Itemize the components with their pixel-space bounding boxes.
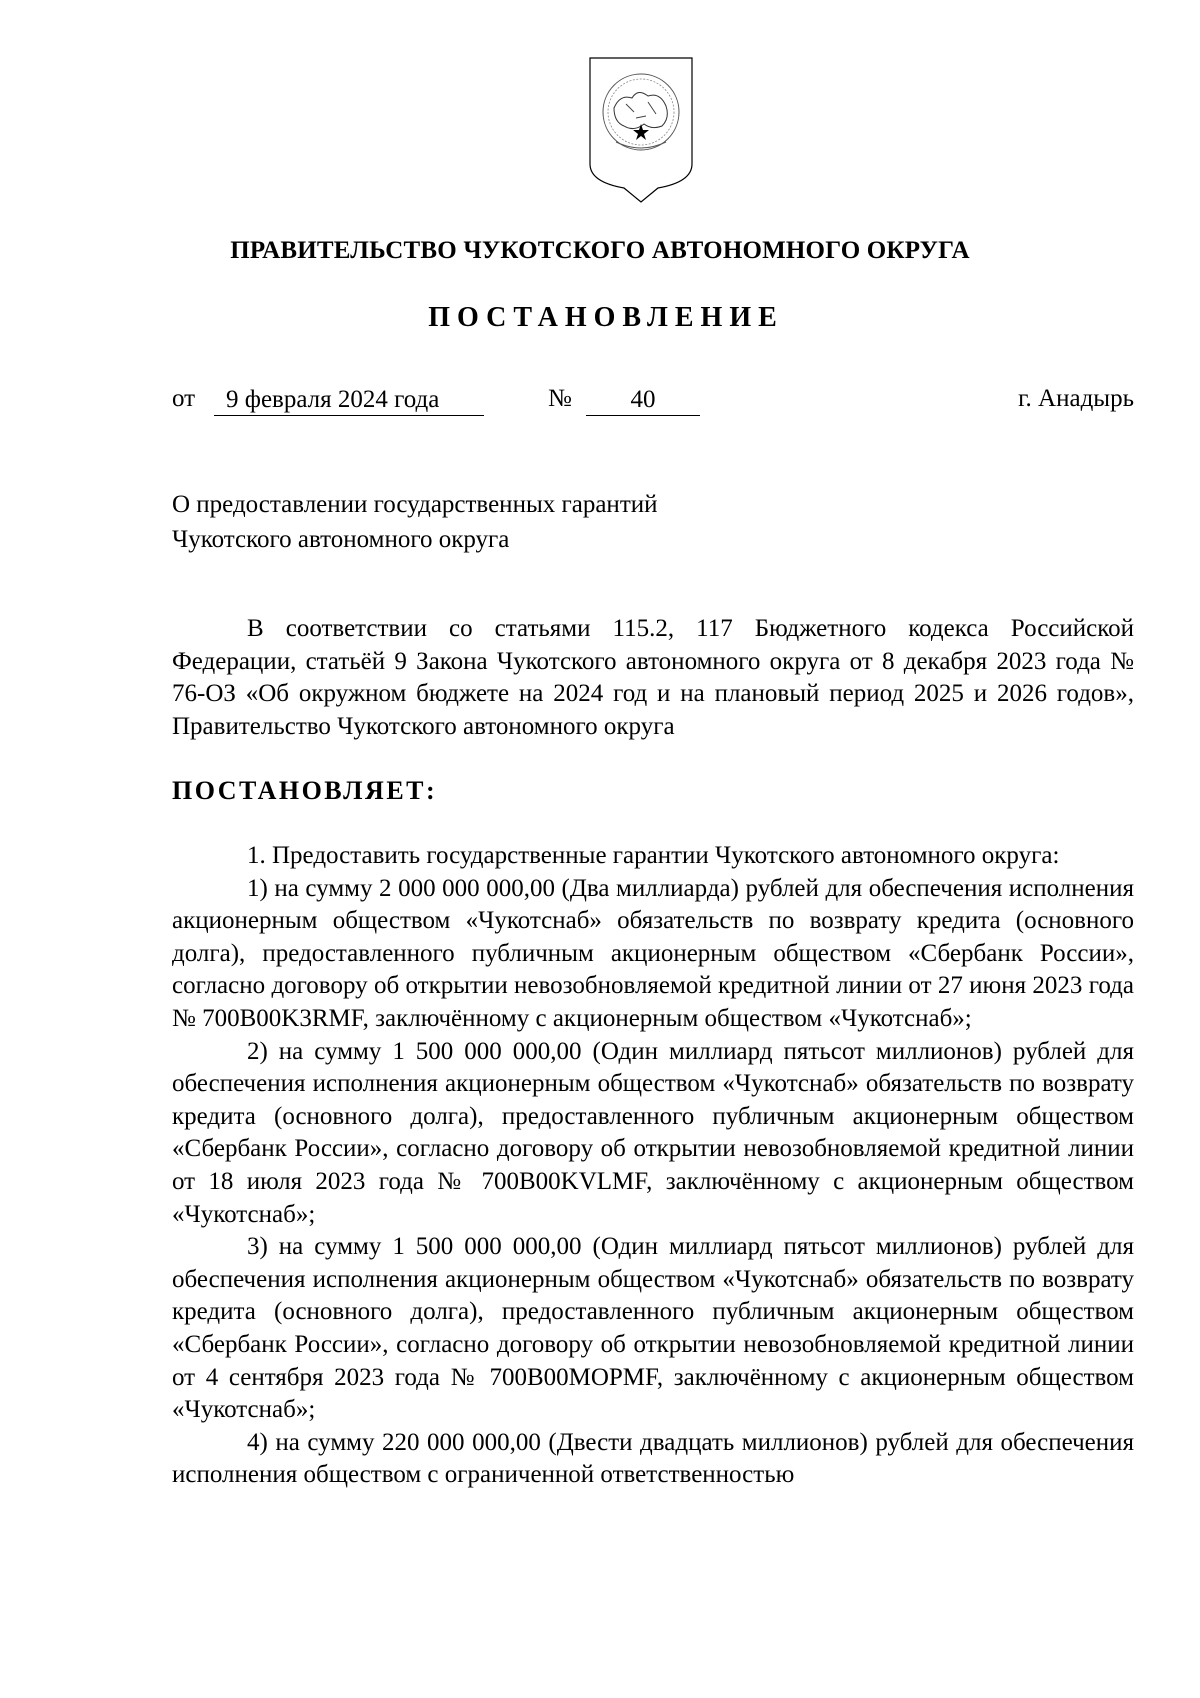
preamble (172, 613, 1134, 744)
subject-line: Чукотского автономного округа (172, 526, 510, 553)
list-item: 3) на сумму 1 500 000 000,00 (Один миллиард пятьсот миллионов) рублей для обеспечения исполнения акционерным обществом «Чукотснаб» обязательств по возврату кредита (основного долга), предоставленного публичным акционерным обществом «Сбербанк России», согласно договору об открытии невозобновляемой кредитной линии от 4 сентября 2023 года № 700B00MOPMF, заключённому с акционерным обществом «Чукотснаб»; (172, 1233, 1134, 1424)
government-name: ПРАВИТЕЛЬСТВО ЧУКОТСКОГО АВТОНОМНОГО ОКРУГА (230, 237, 970, 264)
document-type-title: ПОСТАНОВЛЕНИЕ (428, 302, 784, 333)
document-subject (172, 487, 658, 557)
list-item: 1) на сумму 2 000 000 000,00 (Два миллиарда) рублей для обеспечения исполнения акционерным обществом «Чукотснаб» обязательств по возврату кредита (основного долга), предоставленного публичным акционерным обществом «Сбербанк России», согласно договору об открытии невозобновляемой кредитной линии от 27 июня 2023 года № 700B00K3RMF, заключённому с акционерным обществом «Чукотснаб»; (172, 874, 1134, 1032)
document-number: 40 (586, 385, 700, 416)
document-date: 9 февраля 2024 года (214, 385, 484, 416)
number-label: № (548, 385, 572, 412)
list-item: 1. Предоставить государственные гарантии Чукотского автономного округа: (247, 842, 1060, 869)
subject-line: О предоставлении государственных гарантий (172, 491, 658, 518)
date-label: от (172, 385, 196, 412)
coat-of-arms-icon (586, 56, 696, 204)
resolution-items (172, 840, 1134, 1492)
document-city: г. Анадырь (1018, 385, 1134, 412)
list-item: 2) на сумму 1 500 000 000,00 (Один миллиард пятьсот миллионов) рублей для обеспечения исполнения акционерным обществом «Чукотснаб» обязательств по возврату кредита (основного долга), предоставленного публичным акционерным обществом «Сбербанк России», согласно договору об открытии невозобновляемой кредитной линии от 18 июля 2023 года № 700B00KVLMF, заключённому с акционерным обществом «Чукотснаб»; (172, 1037, 1134, 1228)
resolve-heading: ПОСТАНОВЛЯЕТ: (172, 776, 438, 805)
list-item: 4) на сумму 220 000 000,00 (Двести двадцать миллионов) рублей для обеспечения исполнения обществом с ограниченной ответственностью (172, 1428, 1134, 1489)
document-meta-line (172, 385, 1134, 425)
preamble-paragraph: В соответствии со статьями 115.2, 117 Бюджетного кодекса Российской Федерации, статьёй 9 Закона Чукотского автономного округа от 8 декабря 2023 года № 76-ОЗ «Об окружном бюджете на 2024 год и на плановый период 2025 и 2026 годов», Правительство Чукотского автономного округа (172, 615, 1134, 741)
